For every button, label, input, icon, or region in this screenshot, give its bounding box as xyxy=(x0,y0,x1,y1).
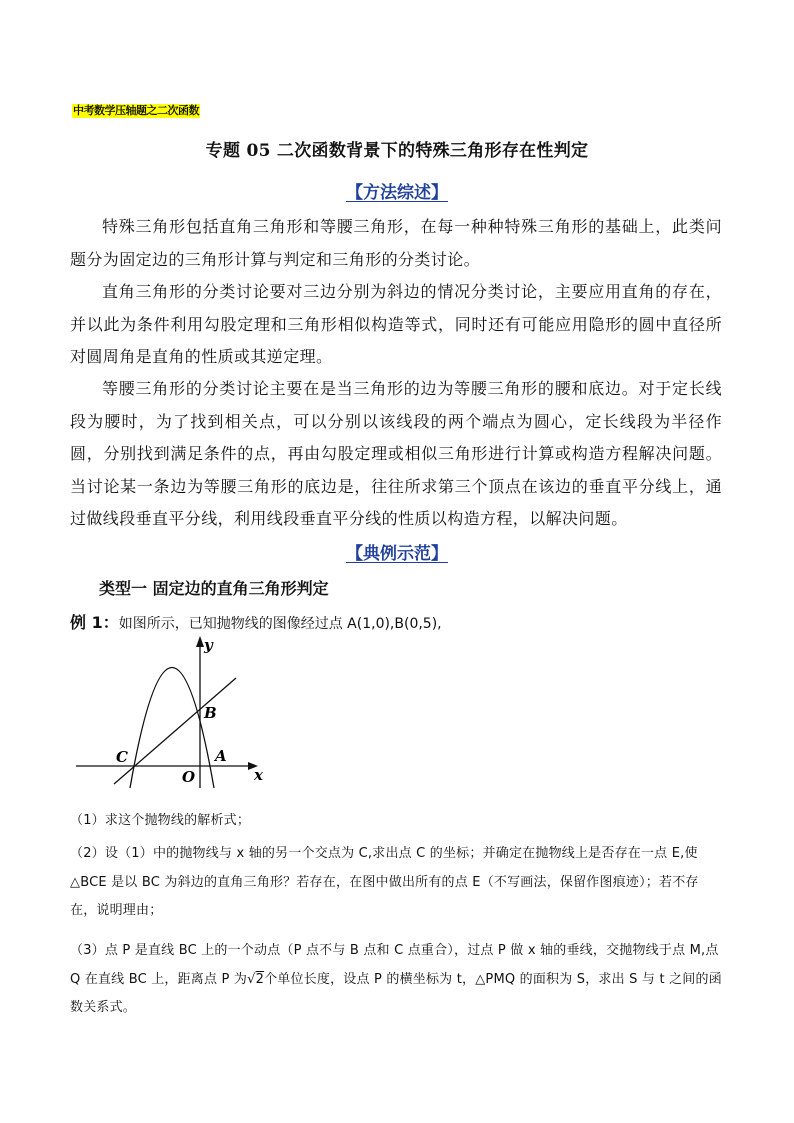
line-bc xyxy=(114,678,236,784)
parabola-figure xyxy=(72,632,272,792)
point-a-label: A xyxy=(215,747,227,765)
section-heading-example xyxy=(0,539,794,564)
parabola-curve xyxy=(130,668,214,789)
type-title: 类型一 固定边的直角三角形判定 xyxy=(99,579,329,598)
series-tag: 中考数学压轴题之二次函数 xyxy=(73,104,199,117)
point-b-label: B xyxy=(204,704,217,722)
y-axis-arrow xyxy=(196,636,204,647)
section-heading-example-text: 【典例示范】 xyxy=(346,544,448,564)
question-1: （1）求这个抛物线的解析式； xyxy=(70,813,251,828)
sqrt-radicand: 2 xyxy=(255,971,265,987)
point-c-label: C xyxy=(116,748,128,766)
x-axis-label: x xyxy=(254,766,263,784)
y-axis-label: y xyxy=(204,636,213,654)
paragraph-1: 特殊三角形包括直角三角形和等腰三角形，在每一种种特殊三角形的基础上，此类问题分为固定边的三角形计算与判定和三角形的分类讨论。 xyxy=(70,217,722,269)
question-3-part-b: 个单位长度，设点 P 的横坐标为 t，△PMQ 的面积为 S，求出 S 与 t 之间的函数关系式。 xyxy=(70,971,722,1015)
page-title: 专题 05 二次函数背景下的特殊三角形存在性判定 xyxy=(205,141,589,161)
example-line xyxy=(70,610,442,633)
paragraph-3: 等腰三角形的分类讨论主要在是当三角形的边为等腰三角形的腰和底边。对于定长线段为腰时，为了找到相关点，可以分别以该线段的两个端点为圆心，定长线段为半径作圆，分别找到满足条件的点，再由勾股定理或相似三角形进行计算或构造方程解决问题。当讨论某一条边为等腰三角形的底边是，往往所求第三个顶点在该边的垂直平分线上，通过做线段垂直平分线，利用线段垂直平分线的性质以构造方程，以解决问题。 xyxy=(70,379,722,528)
origin-label: O xyxy=(182,768,196,786)
question-2: （2）设（1）中的抛物线与 x 轴的另一个交点为 C,求出点 C 的坐标；并确定在抛物线上是否存在一点 E,使△BCE 是以 BC 为斜边的直角三角形？若存在，在图中做出所有的点 E（不写画法，保留作图痕迹）；若不存在，说明理由； xyxy=(70,846,699,918)
sqrt-two: √2 xyxy=(247,971,265,987)
section-heading-method-text: 【方法综述】 xyxy=(346,183,448,203)
example-text: 如图所示，已知抛物线的图像经过点 A(1,0),B(0,5), xyxy=(118,616,442,632)
question-3 xyxy=(70,937,724,1023)
question-3-part-a: （3）点 P 是直线 BC 上的一个动点（P 点不与 B 点和 C 点重合），过点 P 做 x 轴的垂线，交抛物线于点 M,点 Q 在直线 BC 上，距离点 P 为 xyxy=(70,943,719,987)
paragraph-2: 直角三角形的分类讨论要对三边分别为斜边的情况分类讨论，主要应用直角的存在，并以此为条件利用勾股定理和三角形相似构造等式，同时还有可能应用隐形的圆中直径所对圆周角是直角的性质或其逆定理。 xyxy=(70,282,722,366)
example-label: 例 1： xyxy=(70,613,119,632)
section-heading-method xyxy=(0,178,794,203)
